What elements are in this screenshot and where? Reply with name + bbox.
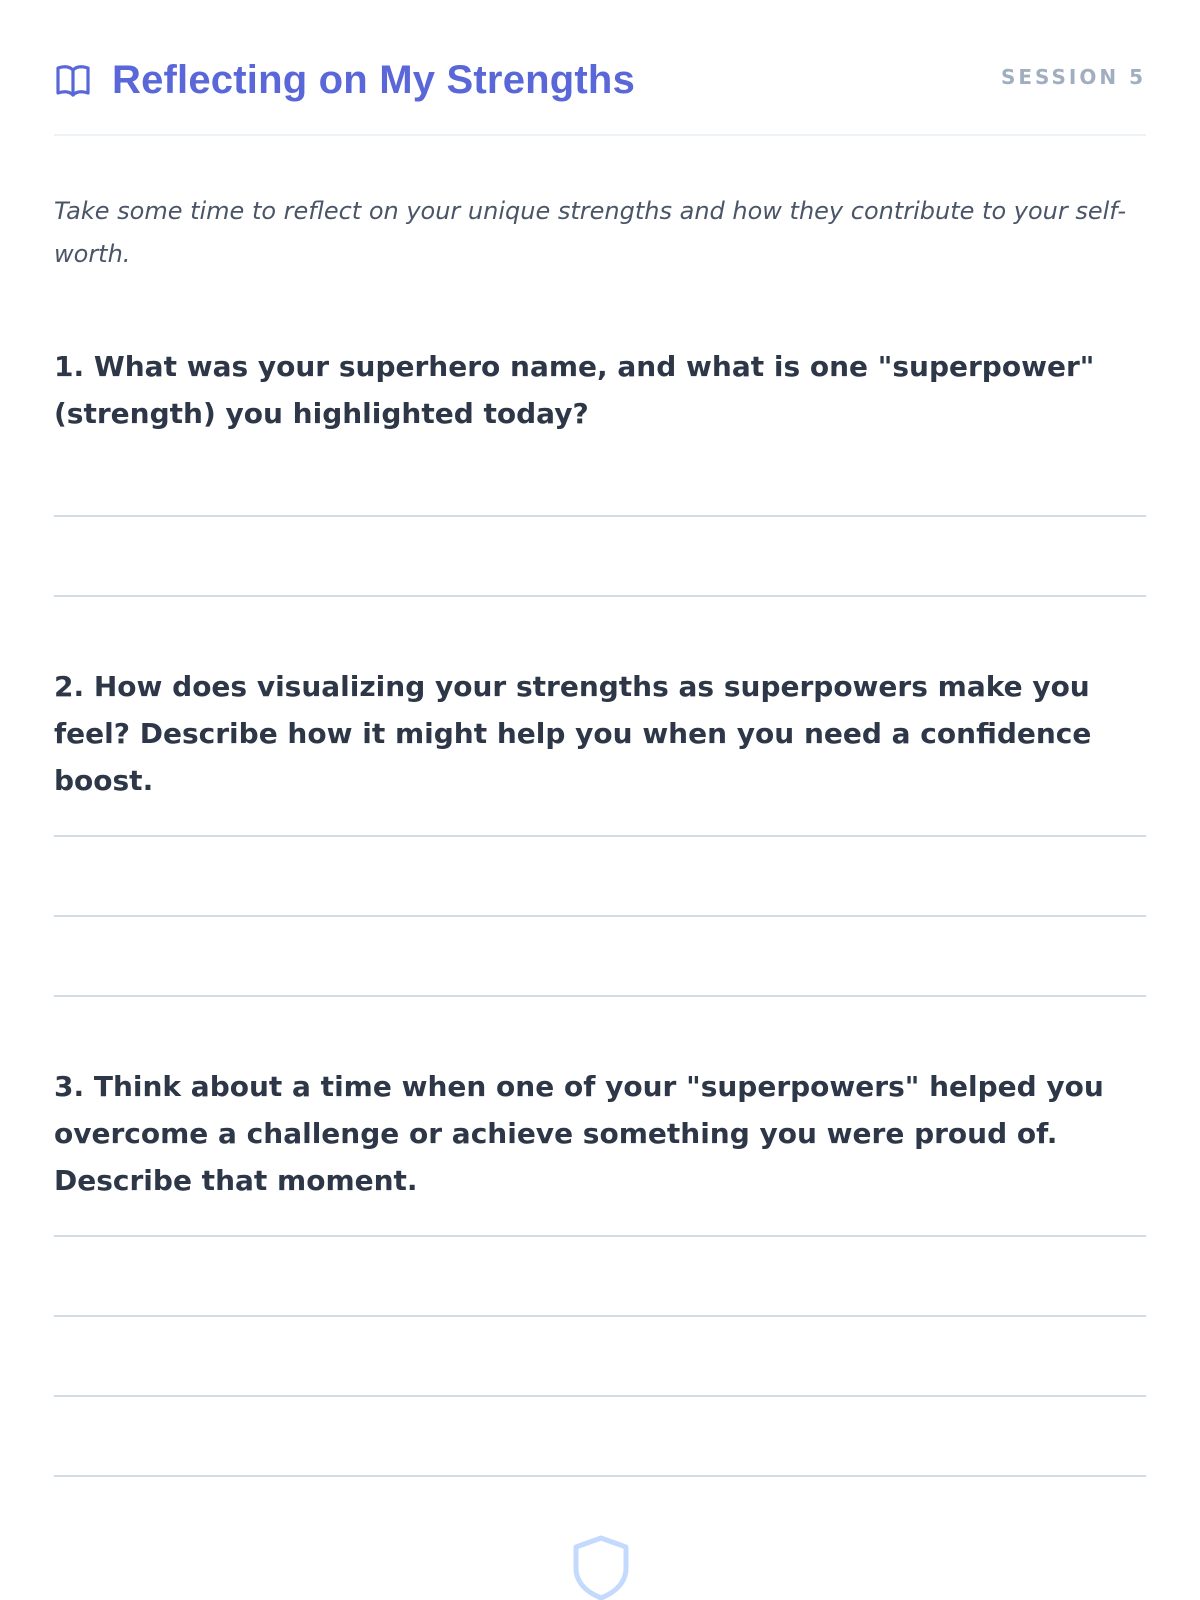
- answer-line[interactable]: [54, 1395, 1146, 1397]
- answer-line[interactable]: [54, 995, 1146, 997]
- question-1: [54, 343, 1146, 437]
- answer-line[interactable]: [54, 1315, 1146, 1317]
- answer-line[interactable]: [54, 515, 1146, 517]
- session-label: SESSION 5: [1000, 65, 1146, 89]
- question-3: [54, 1063, 1146, 1204]
- answer-line[interactable]: [54, 1235, 1146, 1237]
- book-open-icon: [54, 61, 92, 99]
- answer-line[interactable]: [54, 595, 1146, 597]
- question-text: 1. What was your superhero name, and what is one "superpower" (strength) you highlighted today?: [54, 350, 1095, 430]
- shield-icon: [570, 1534, 632, 1600]
- question-text: 2. How does visualizing your strengths as superpowers make you feel? Describe how it might help you when you need a confidence boost.: [54, 670, 1092, 797]
- title-group: [54, 48, 635, 112]
- page-title: Reflecting on My Strengths: [112, 58, 636, 102]
- answer-line[interactable]: [54, 835, 1146, 837]
- question-text: 3. Think about a time when one of your "superpowers" helped you overcome a challenge or achieve something you were proud of. Describe that moment.: [54, 1070, 1104, 1197]
- answer-line[interactable]: [54, 1475, 1146, 1477]
- page-header: [54, 48, 1146, 136]
- question-2: [54, 663, 1146, 804]
- intro-text: Take some time to reflect on your unique strengths and how they contribute to your self-worth.: [54, 197, 1126, 268]
- answer-line[interactable]: [54, 915, 1146, 917]
